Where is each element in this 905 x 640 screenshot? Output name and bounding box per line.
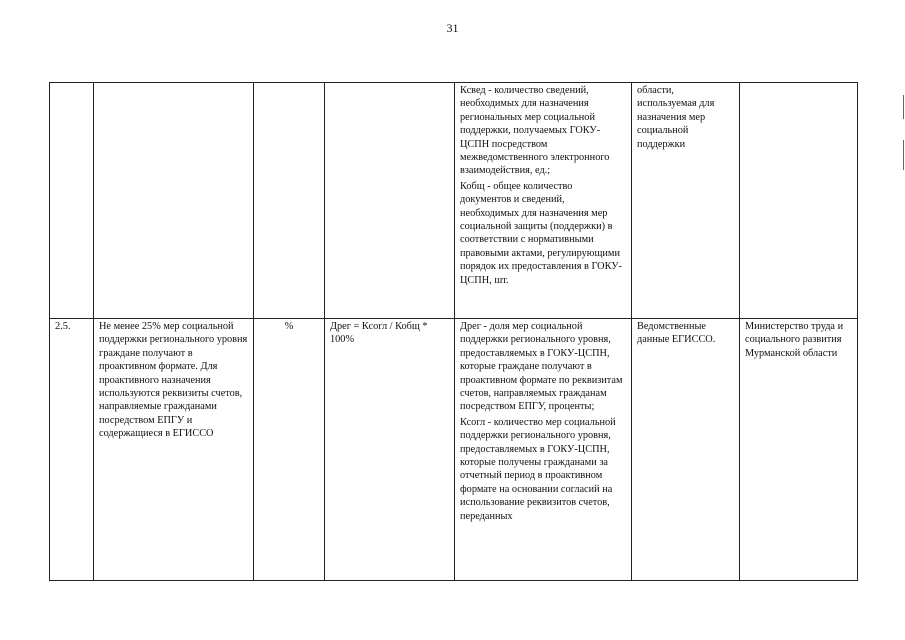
- table-row: [50, 319, 858, 581]
- table-row: [50, 83, 858, 319]
- scan-edge-mark: [903, 140, 904, 170]
- cell-indicator: [94, 83, 254, 319]
- cell-unit: [254, 83, 325, 319]
- cell-unit: %: [254, 319, 325, 581]
- indicators-table: [49, 82, 858, 581]
- cell-source: Ведомственные данные ЕГИССО.: [632, 319, 740, 581]
- cell-indicator: Не менее 25% мер социальной поддержки регионального уровня граждане получают в проактивном формате. Для проактивного назначения используются реквизиты счетов, направляемые гражданами посредством ЕПГУ и содержащиеся в ЕГИССО: [94, 319, 254, 581]
- cell-description: [455, 319, 632, 581]
- description-paragraph: Ксвед - количество сведений, необходимых для назначения региональных мер социальной поддержки, получаемых ГОКУ-ЦСПН посредством межведомственного электронного взаимодействия, ед.;: [460, 85, 610, 177]
- description-paragraph: Дрег - доля мер социальной поддержки регионального уровня, предоставляемых в ГОКУ-ЦСПН, которые граждане получают в проактивном формате по реквизитам счетов, направляемых гражданам посредством ЕПГУ, проценты;: [460, 321, 623, 413]
- cell-formula: Дрег = Ксогл / Кобщ * 100%: [325, 319, 455, 581]
- scan-edge-mark: [903, 95, 904, 119]
- description-paragraph: Ксогл - количество мер социальной поддержки регионального уровня, предоставляемых в ГОКУ-ЦСПН, которые получены гражданами за отчетный период в проактивном формате на основании согласий на использование реквизитов счетов, переданных: [460, 416, 616, 522]
- cell-responsible: Министерство труда и социального развития Мурманской области: [740, 319, 858, 581]
- cell-formula: [325, 83, 455, 319]
- cell-source: области, используемая для назначения мер социальной поддержки: [632, 83, 740, 319]
- cell-num: [50, 83, 94, 319]
- cell-description: [455, 83, 632, 319]
- description-paragraph: Кобщ - общее количество документов и сведений, необходимых для назначения мер социальной защиты (поддержки) в соответствии с нормативными правовыми актами, регулирующими порядок их предоставления в ГОКУ-ЦСПН, шт.: [460, 180, 622, 286]
- cell-num: 2.5.: [50, 319, 94, 581]
- page-number: 31: [446, 21, 459, 35]
- cell-responsible: [740, 83, 858, 319]
